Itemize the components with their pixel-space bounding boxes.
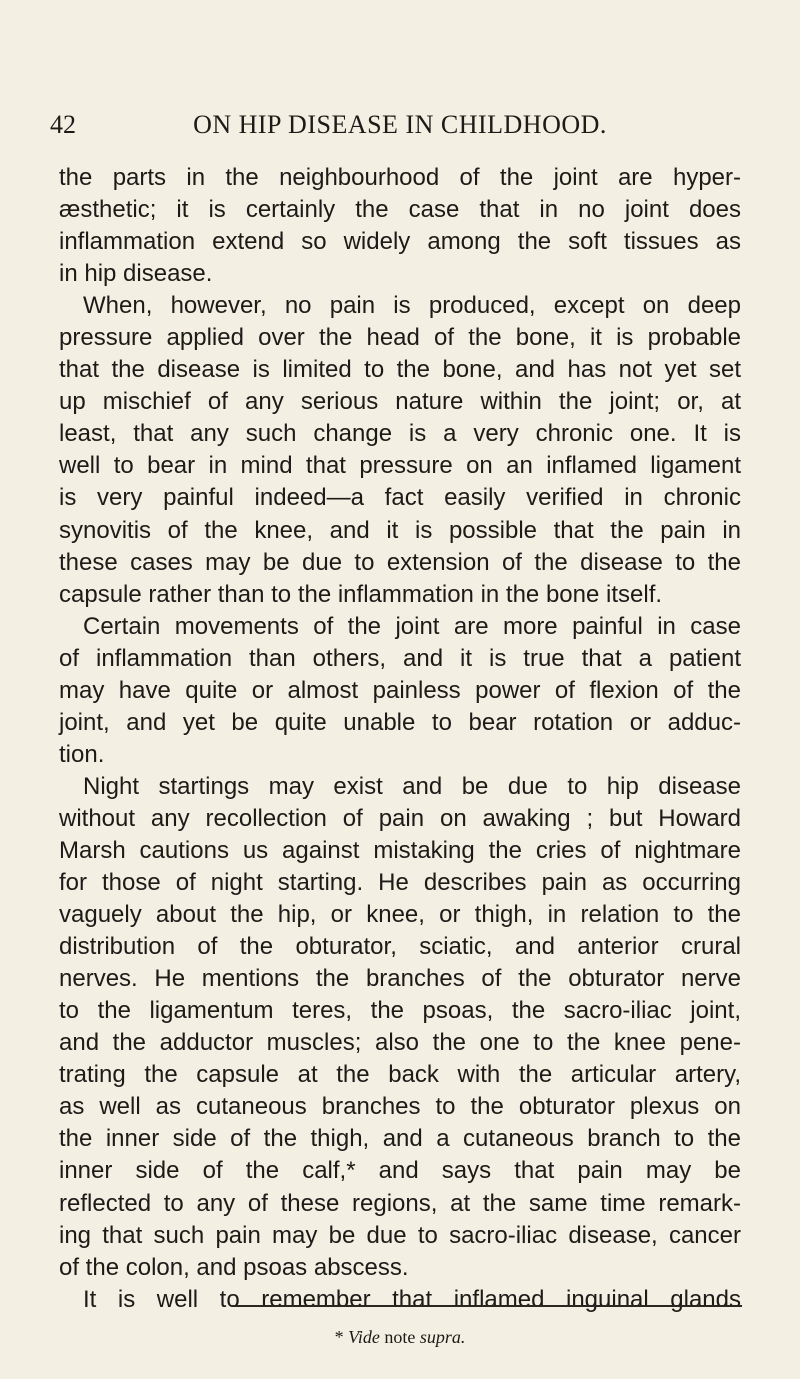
footnote-supra: supra. [419,1327,466,1347]
text-line: synovitis of the knee, and it is possible that the pain in [59,516,741,544]
footnote-marker: * [334,1327,344,1347]
body-text [59,162,741,1316]
text-line: reflected to any of these regions, at the same time remark- [59,1189,741,1217]
text-line: inner side of the calf,* and says that pain may be [59,1157,741,1185]
text-line: Night startings may exist and be due to hip disease [83,772,741,800]
text-line: tion. [59,740,105,768]
text-line: to the ligamentum teres, the psoas, the sacro-iliac joint, [59,997,741,1025]
footnote-note: note [384,1327,416,1347]
text-line: without any recollection of pain on awaking ; but Howard [59,804,741,832]
text-line: is very painful indeed—a fact easily verified in chronic [59,484,741,512]
text-line: that the disease is limited to the bone, and has not yet set [59,356,741,384]
text-line: Certain movements of the joint are more painful in case [83,612,741,640]
footnote-vide: Vide [348,1327,380,1347]
text-line: of the colon, and psoas abscess. [59,1253,409,1281]
text-line: in hip disease. [59,260,213,288]
text-line: least, that any such change is a very chronic one. It is [59,420,741,448]
text-line: It is well to remember that inflamed inguinal glands [83,1285,741,1313]
footnote-divider [232,1305,742,1307]
text-line: well to bear in mind that pressure on an inflamed ligament [59,452,741,480]
text-line: nerves. He mentions the branches of the obturator nerve [59,965,741,993]
text-line: for those of night starting. He describes pain as occurring [59,869,741,897]
text-line: and the adductor muscles; also the one to the knee pene- [59,1029,741,1057]
text-line: of inflammation than others, and it is true that a patient [59,644,741,672]
text-line: joint, and yet be quite unable to bear rotation or adduc- [59,708,741,736]
text-line: may have quite or almost painless power of flexion of the [59,676,741,704]
text-line: pressure applied over the head of the bone, it is probable [59,324,741,352]
text-line: inflammation extend so widely among the soft tissues as [59,228,741,256]
text-line: ing that such pain may be due to sacro-iliac disease, cancer [59,1221,741,1249]
text-line: Marsh cautions us against mistaking the cries of nightmare [59,836,741,864]
text-line: trating the capsule at the back with the articular artery, [59,1061,741,1089]
footnote [0,1327,800,1348]
text-line: æsthetic; it is certainly the case that in no joint does [59,196,741,224]
text-line: up mischief of any serious nature within the joint; or, at [59,388,741,416]
text-line: distribution of the obturator, sciatic, and anterior crural [59,933,741,961]
text-line: vaguely about the hip, or knee, or thigh, in relation to the [59,901,741,929]
text-line: these cases may be due to extension of the disease to the [59,548,741,576]
text-line: the parts in the neighbourhood of the joint are hyper- [59,164,741,191]
text-line: the inner side of the thigh, and a cutaneous branch to the [59,1125,741,1153]
text-line: as well as cutaneous branches to the obturator plexus on [59,1093,741,1121]
page-number: 42 [50,110,76,139]
running-title: ON HIP DISEASE IN CHILDHOOD. [193,110,607,139]
text-line: capsule rather than to the inflammation in the bone itself. [59,580,663,608]
text-line: When, however, no pain is produced, except on deep [83,292,741,320]
